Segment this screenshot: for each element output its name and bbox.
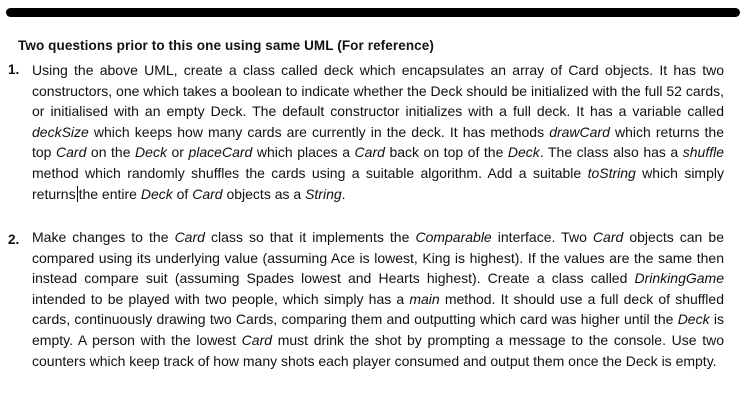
italic-term: Deck <box>677 311 710 328</box>
italic-term: Card <box>592 229 624 245</box>
italic-term: Comparable <box>415 229 492 245</box>
text-run: intended to be played with two people, which simply has a <box>32 290 410 307</box>
text-cursor <box>77 186 78 202</box>
text-run: method which randomly shuffles the cards using a suitable algorithm. Add a suitable <box>32 164 588 181</box>
text-run: which keeps how many cards are currently in the deck. It has methods <box>88 123 550 140</box>
italic-term: Card <box>56 144 87 161</box>
italic-term: main <box>409 290 440 307</box>
italic-term: DrinkingGame <box>634 270 724 287</box>
text-run: method. It should use a full deck of shuffled cards, continuously drawing two Cards, comparing them and outputting which card was higher until the <box>32 290 724 328</box>
text-run: Using the above UML, create a class called deck which encapsulates an array of Card objects. It has two constructors, one which takes a boolean to indicate whether the Deck should be initialized with the full 52 cards, or initialised with an empty Deck. The default constructor initializes with a full deck. It has a variable called <box>32 62 724 120</box>
text-run: which simply returns <box>32 164 724 202</box>
text-run: must drink the shot by prompting a message to the console. Use two counters which keep track of how many shots each player consumed and output them once the Deck is empty. <box>32 331 725 369</box>
question-2-number: 2. <box>8 232 20 247</box>
italic-term: Card <box>192 185 223 202</box>
italic-term: Deck <box>507 144 540 161</box>
question-1-text <box>32 60 724 204</box>
text-run: . The class also has a <box>539 144 683 161</box>
text-run: the entire <box>78 185 141 202</box>
italic-term: Card <box>241 331 273 348</box>
text-run: interface. Two <box>491 229 593 245</box>
italic-term: String <box>305 185 342 202</box>
question-1 <box>8 60 724 204</box>
text-run: back on top of the <box>384 144 508 161</box>
top-rule <box>6 8 740 17</box>
text-run: or <box>166 144 189 161</box>
italic-term: placeCard <box>188 144 253 161</box>
text-run: objects as a <box>222 185 306 202</box>
question-1-number: 1. <box>8 62 20 77</box>
italic-term: toString <box>587 164 636 181</box>
text-run: Make changes to the <box>32 229 175 245</box>
question-2-text <box>32 227 724 371</box>
text-run: which returns the top <box>32 123 724 161</box>
text-run: class so that it implements the <box>204 229 416 245</box>
text-run: . <box>341 185 346 202</box>
italic-term: shuffle <box>682 144 725 161</box>
text-run: which places a <box>252 144 355 161</box>
italic-term: Deck <box>140 185 173 202</box>
italic-term: Deck <box>135 144 167 161</box>
text-run: of <box>172 185 193 202</box>
section-heading: Two questions prior to this one using same UML (For reference) <box>18 38 434 53</box>
italic-term: drawCard <box>549 123 610 140</box>
question-2 <box>8 227 724 371</box>
text-run: is empty. A person with the lowest <box>32 311 724 348</box>
italic-term: Card <box>354 144 385 161</box>
text-run: on the <box>86 144 136 161</box>
text-run: objects can be compared using its underlying value (assuming Ace is lowest, King is highest). If the values are the same then instead compare suit (assuming Spades lowest and Hearts highest). Create a class called <box>32 229 724 287</box>
italic-term: deckSize <box>32 123 89 140</box>
italic-term: Card <box>174 229 205 245</box>
